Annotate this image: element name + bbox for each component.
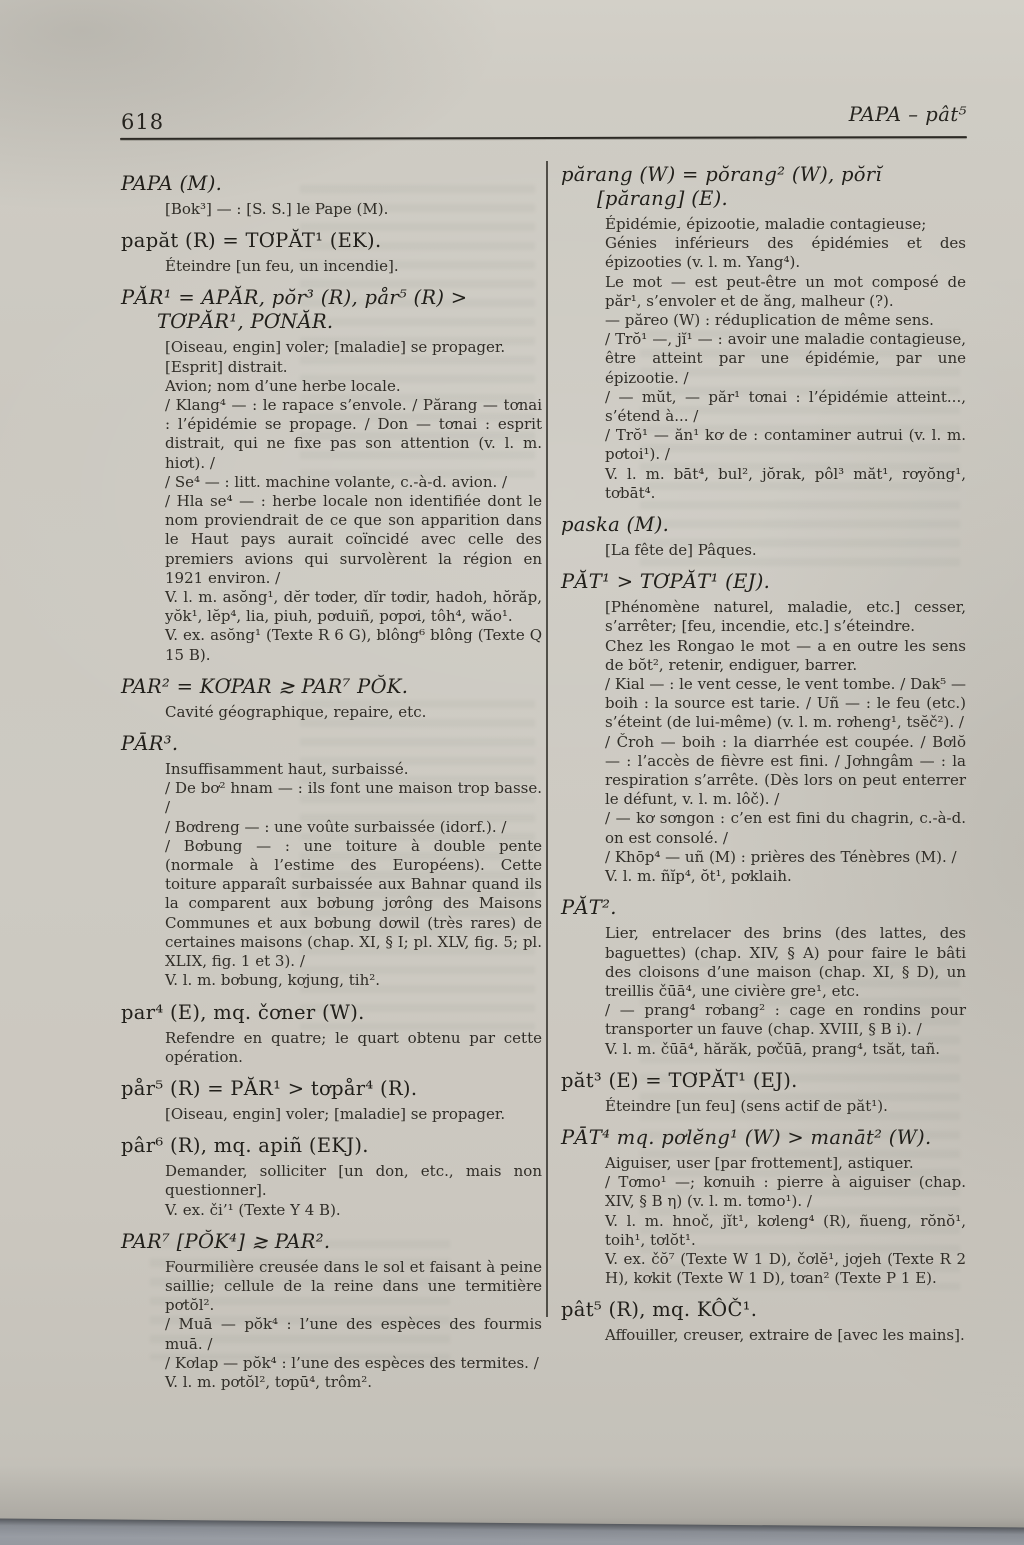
right-column [561,163,966,1356]
running-head: PAPA – pât⁵ [848,103,967,126]
entry-paragraph: / — mŭt, — păr¹ tơnai : l’épidémie atteint..., s’étend à... / [605,387,966,426]
entry-paragraph: Éteindre [un feu] (sens actif de păt¹). [605,1096,888,1115]
entry-headword: PĀT⁴ mq. pơlĕng¹ (W) > manāt² (W). [561,1125,932,1149]
entry-paragraph: V. ex. čŏ⁷ (Texte W 1 D), čơlĕ¹, jơjeh (Texte R 2 H), kơkit (Texte W 1 D), tơan² (Texte P 1 E). [605,1249,966,1288]
entry-paragraph: [Phénomène naturel, maladie, etc.] cesser, s’arrêter; [feu, incendie, etc.] s’éteindre. [605,598,966,636]
entry-headword: PĀR³. [121,732,179,756]
entry-paragraph: Fourmilière creusée dans le sol et faisant à peine saillie; cellule de la reine dans une termitière pơtŏl². [165,1257,542,1315]
entry-paragraph: / Se⁴ — : litt. machine volante, c.-à-d. avion. / [165,472,508,491]
entry-paragraph: / De bơ² hnam — : ils font une maison trop basse. / [165,779,542,817]
entry-paragraph: Génies inférieurs des épidémies et des épizooties (v. l. m. Yang⁴). [605,234,966,272]
dictionary-entry [121,1001,542,1067]
entry-headword: PĂT¹ > TƠPĂT¹ (EJ). [561,570,771,594]
entry-paragraph: [Oiseau, engin] voler; [maladie] se propager. [165,338,506,357]
entry-paragraph: / Hla se⁴ — : herbe locale non identifiée dont le nom proviendrait de ce que son apparition dans le Haut pays aurait coïncidé avec celle des premiers avions qui survolèrent la région en 1921 environ. / [165,492,542,587]
entry-paragraph: Insuffisamment haut, surbaissé. [165,760,409,779]
entry-paragraph: [Esprit] distrait. [165,357,288,376]
entry-paragraph: Cavité géographique, repaire, etc. [165,702,427,721]
entry-headword: pår⁵ (R) = PĂR¹ > tơpår⁴ (R). [121,1076,418,1100]
header-rule [120,136,967,140]
entry-headword: pât⁵ (R), mq. KÔČ¹. [561,1298,758,1322]
left-column [121,172,542,1402]
entry-paragraph: Le mot — est peut-être un mot composé de păr¹, s’envoler et de ăng, malheur (?). [605,272,966,310]
dictionary-entry [121,229,542,276]
entry-headword: părang (W) = pŏrang² (W), pŏrĭ [părang] (E). [561,163,882,210]
entry-paragraph: V. l. m. ñĭp⁴, ŏt¹, pơklaih. [605,867,792,886]
entry-paragraph: Aiguiser, user [par frottement], astiquer. [605,1153,914,1172]
entry-paragraph: / Khōp⁴ — uñ (M) : prières des Ténèbres (M). / [605,847,957,866]
entry-paragraph: V. l. m. asŏng¹, dĕr tơder, dĭr tơdir, hadoh, hŏrăp, yŏk¹, lĕp⁴, lia, piuh, pơduiñ, pơpơi, tôh⁴, wăo¹. [165,588,542,626]
entry-paragraph: V. ex. či’¹ (Texte Y 4 B). [165,1200,341,1219]
dictionary-entry [561,513,966,560]
entry-paragraph: Refendre en quatre; le quart obtenu par cette opération. [165,1028,542,1066]
entry-headword: pâr⁶ (R), mq. apiñ (EKJ). [121,1134,369,1158]
dictionary-entry [561,1126,966,1288]
entry-paragraph: V. l. m. pơtŏl², tơpū⁴, trôm². [165,1372,372,1391]
dictionary-entry [561,896,966,1058]
entry-paragraph: Éteindre [un feu, un incendie]. [165,257,399,276]
entry-paragraph: / Čroh — boih : la diarrhée est coupée. / Bơlŏ — : l’accès de fièvre est fini. / Jơhngâm — : la respiration s’arrête. (Dès lors on peut enterrer le défunt, v. l. m. lôč). / [605,732,966,809]
entry-paragraph: / — prang⁴ rơbang² : cage en rondins pour transporter un fauve (chap. XVIII, § B i). / [605,1001,966,1039]
dictionary-entry [121,732,542,990]
entry-headword: paska (M). [561,513,670,537]
entry-paragraph: Avion; nom d’une herbe locale. [165,376,401,395]
entry-paragraph: / Tơmo¹ —; kơnuih : pierre à aiguiser (chap. XIV, § B η) (v. l. m. tơmo¹). / [605,1173,966,1211]
dictionary-entry [121,172,542,219]
dictionary-entry [121,1230,542,1392]
dictionary-entry [121,1134,542,1220]
entry-paragraph: V. l. m. čūā⁴, hărăk, pơčūā, prang⁴, tsăt, tañ. [605,1039,941,1058]
entry-paragraph: [Bok³] — : [S. S.] le Pape (M). [165,200,389,218]
entry-paragraph: Lier, entrelacer des brins (des lattes, des baguettes) (chap. XIV, § A) pour faire le bâti des cloisons d’une maison (chap. XI, § D), un treillis čūā⁴, une civière gre¹, etc. [605,924,966,1000]
entry-headword: PĂR¹ = APĂR, pŏr³ (R), pår⁵ (R) > TƠPĂR¹, PƠNĂR. [121,286,468,334]
entry-headword: par⁴ (E), mq. čơner (W). [121,1000,365,1024]
entry-paragraph: Demander, solliciter [un don, etc., mais non questionner]. [165,1162,542,1200]
dictionary-entry [561,1069,966,1116]
entry-paragraph: / Trŏ¹ — ăn¹ kơ de : contaminer autrui (v. l. m. pơtoi¹). / [605,426,966,464]
entry-paragraph: V. l. m. hnoč, jĭt¹, kơleng⁴ (R), ñueng, rŏnŏ¹, toih¹, tơlŏt¹. [605,1211,966,1249]
entry-paragraph: / Bơdreng — : une voûte surbaissée (idorf.). / [165,817,507,836]
entry-paragraph: / Trŏ¹ —, jĭ¹ — : avoir une maladie contagieuse, être atteint par une épidémie, par une épizootie. / [605,330,966,387]
entry-paragraph: / Bơbung — : une toiture à double pente (normale à l’estime des Européens). Cette toiture apparaît surbaissée aux Bahnar quand ils la comparent aux bơbung jơrông des Maisons Communes et aux bơbung dơwil (très rares) de certaines maisons (chap. XI, § I; pl. XLV, fig. 5; pl. XLIX, fig. 1 et 3). / [165,836,542,971]
column-divider [546,161,548,1317]
entry-headword: păt³ (E) = TƠPĂT¹ (EJ). [561,1068,798,1092]
entry-paragraph: Affouiller, creuser, extraire de [avec les mains]. [605,1326,965,1345]
entry-headword: PAR² = KƠPAR ≳ PAR⁷ PŎK. [121,674,409,698]
entry-paragraph: / Kơlap — pŏk⁴ : l’une des espèces des termites. / [165,1353,539,1372]
entry-paragraph: Épidémie, épizootie, maladie contagieuse; [605,215,927,233]
entry-paragraph: [La fête de] Pâques. [605,541,757,560]
dictionary-entry [561,1298,966,1345]
entry-paragraph: / Klang⁴ — : le rapace s’envole. / Părang — tơnai : l’épidémie se propage. / Don — tơnai : esprit distrait, qui ne fixe pas son attention (v. l. m. hiơt). / [165,396,542,472]
dictionary-entry [561,570,966,886]
dictionary-entry [121,286,542,664]
entry-paragraph: V. l. m. bơbung, kơjung, tih². [165,971,381,990]
page-number: 618 [121,110,165,134]
entry-paragraph: V. ex. asŏng¹ (Texte R 6 G), blông⁶ blông (Texte Q 15 B). [165,626,542,664]
entry-headword: PAPA (M). [121,172,223,195]
entry-paragraph: / Muā — pŏk⁴ : l’une des espèces des fourmis muā. / [165,1315,542,1353]
dictionary-entry [121,1077,542,1124]
entry-paragraph: / Kial — : le vent cesse, le vent tombe. / Dak⁵ — boih : la source est tarie. / Uñ — : le feu (etc.) s’éteint (de lui-même) (v. l. m. rơheng¹, tsĕč²). / [605,675,966,732]
entry-paragraph: / — kơ sơngon : c’en est fini du chagrin, c.-à-d. on est consolé. / [605,809,966,847]
entry-headword: PAR⁷ [PŎK⁴] ≳ PAR². [121,1229,331,1253]
entry-headword: papăt (R) = TƠPĂT¹ (EK). [121,229,382,253]
entry-paragraph: — păreo (W) : réduplication de même sens. [605,311,934,330]
entry-headword: PĂT². [561,896,617,920]
entry-paragraph: Chez les Rongao le mot — a en outre les sens de bŏt², retenir, endiguer, barrer. [605,636,966,674]
entry-paragraph: V. l. m. bāt⁴, bul², jŏrak, pôl³ măt¹, rơyŏng¹, tơbāt⁴. [605,464,966,502]
entry-paragraph: [Oiseau, engin] voler; [maladie] se propager. [165,1104,506,1123]
dictionary-entry [121,675,542,722]
dictionary-entry [561,163,966,503]
